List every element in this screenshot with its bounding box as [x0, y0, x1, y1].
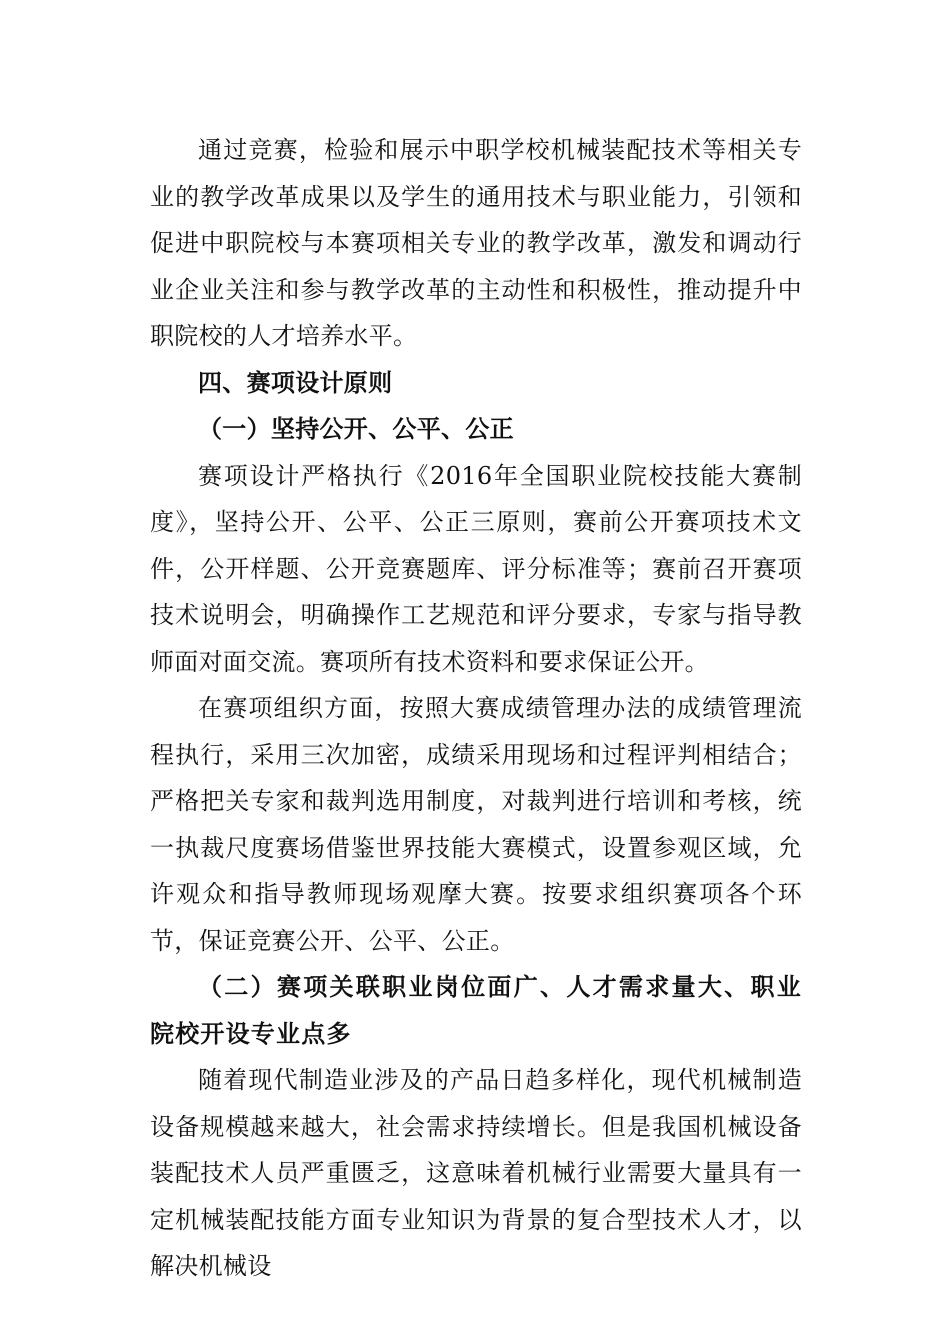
subsection-heading-openness-fairness: （一）坚持公开、公平、公正 — [198, 414, 514, 443]
subsection-heading-broad-relevance: （二）赛项关联职业岗位面广、人才需求量大、职业院校开设专业点多 — [150, 972, 802, 1048]
paragraph-openness-details: 赛项设计严格执行《2016年全国职业院校技能大赛制度》，坚持公开、公平、公正三原则，赛前公开赛项技术文件，公开样题、公开竞赛题库、评分标准等；赛前召开赛项技术说明会，明确操作工艺规范和评分要求，专家与指导教师面对面交流。赛项所有技术资料和要求保证公开。 — [150, 461, 802, 676]
document-page — [150, 127, 802, 1290]
section-heading-design-principles: 四、赛项设计原则 — [198, 367, 393, 397]
paragraph-organization-details: 在赛项组织方面，按照大赛成绩管理办法的成绩管理流程执行，采用三次加密，成绩采用现场和过程评判相结合；严格把关专家和裁判选用制度，对裁判进行培训和考核，统一执裁尺度赛场借鉴世界技能大赛模式，设置参观区域，允许观众和指导教师现场观摩大赛。按要求组织赛项各个环节，保证竞赛公开、公平、公正。 — [150, 694, 802, 955]
paragraph-competition-purpose: 通过竞赛，检验和展示中职学校机械装配技术等相关专业的教学改革成果以及学生的通用技术与职业能力，引领和促进中职院校与本赛项相关专业的教学改革，激发和调动行业企业关注和参与教学改革的主动性和积极性，推动提升中职院校的人才培养水平。 — [150, 136, 802, 350]
paragraph-industry-demand: 随着现代制造业涉及的产品日趋多样化，现代机械制造设备规模越来越大，社会需求持续增长。但是我国机械设备装配技术人员严重匮乏，这意味着机械行业需要大量具有一定机械装配技能方面专业知识为背景的复合型技术人才，以解决机械设 — [150, 1066, 802, 1280]
